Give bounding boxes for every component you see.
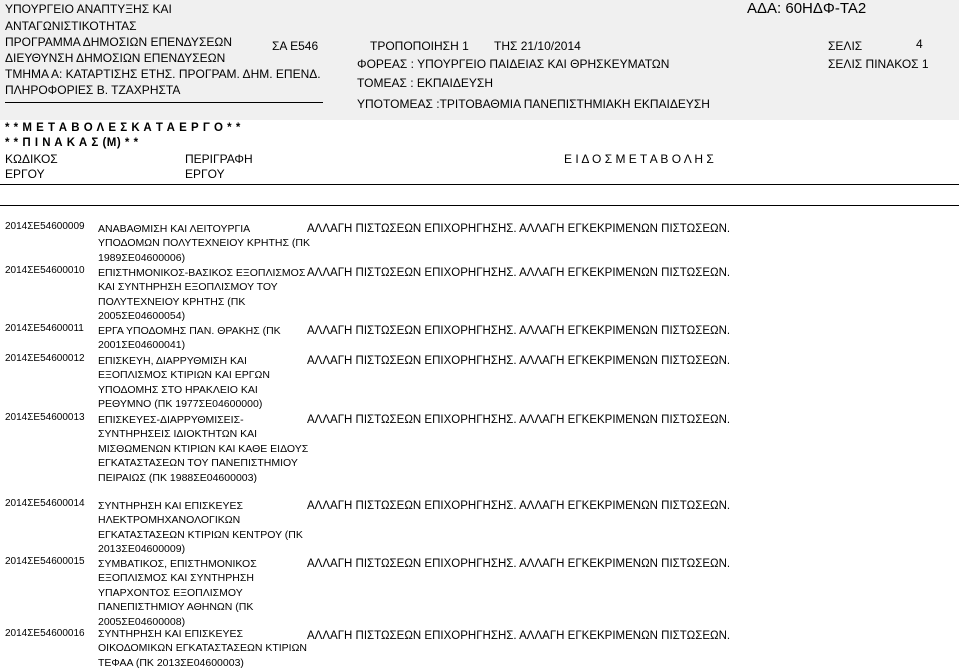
project-description: ΕΠΙΣΚΕΥΗ, ΔΙΑΡΡΥΘΜΙΣΗ ΚΑΙ ΕΞΟΠΛΙΣΜΟΣ ΚΤΙΡΙΩΝ ΚΑΙ ΕΡΓΩΝ ΥΠΟΔΟΜΗΣ ΣΤΟ ΗΡΑΚΛΕΙΟ ΚΑΙ ΡΕΘΥΜΝΟ (ΠΚ 1977ΣΕ04600000) [98,355,270,411]
table-title: * * Π Ι Ν Α Κ Α Σ (Μ) * * [5,137,139,149]
project-description: ΣΥΝΤΗΡΗΣΗ ΚΑΙ ΕΠΙΣΚΕΥΕΣ ΗΛΕΚΤΡΟΜΗΧΑΝΟΛΟΓΙΚΩΝ ΕΓΚΑΤΑΣΤΑΣΕΩΝ ΚΤΙΡΙΩΝ ΚΕΝΤΡΟΥ (ΠΚ 2013ΣΕ04600009) [98,500,303,556]
change-type: ΑΛΛΑΓΗ ΠΙΣΤΩΣΕΩΝ ΕΠΙΧΟΡΗΓΗΣΗΣ. ΑΛΛΑΓΗ ΕΓΚΕΚΡΙΜΕΝΩΝ ΠΙΣΤΩΣΕΩΝ. [307,500,731,512]
sa-code: ΣΑ Ε546 [272,39,319,53]
project-code: 2014ΣΕ54600012 [5,353,85,364]
directorate-line: ΔΙΕΥΘΥΝΣΗ ΔΗΜΟΣΙΩΝ ΕΠΕΝΔΥΣΕΩΝ [5,51,226,65]
column-header-rule-bottom [0,205,959,206]
change-type: ΑΛΛΑΓΗ ΠΙΣΤΩΣΕΩΝ ΕΠΙΧΟΡΗΓΗΣΗΣ. ΑΛΛΑΓΗ ΕΓΚΕΚΡΙΜΕΝΩΝ ΠΙΣΤΩΣΕΩΝ. [307,414,731,426]
ministry-line-2: ΑΝΤΑΓΩΝΙΣΤΙΚΟΤΗΤΑΣ [5,19,137,33]
page-label: ΣΕΛΙΣ [828,39,863,53]
project-description: ΕΠΙΣΤΗΜΟΝΙΚΟΣ-ΒΑΣΙΚΟΣ ΕΞΟΠΛΙΣΜΟΣ ΚΑΙ ΣΥΝΤΗΡΗΣΗ ΕΞΟΠΛΙΣΜΟΥ ΤΟΥ ΠΟΛΥΤΕΧΝΕΙΟΥ ΚΡΗΤΗΣ (ΠΚ 2005ΣΕ04600054) [98,267,306,323]
change-type: ΑΛΛΑΓΗ ΠΙΣΤΩΣΕΩΝ ΕΠΙΧΟΡΗΓΗΣΗΣ. ΑΛΛΑΓΗ ΕΓΚΕΚΡΙΜΕΝΩΝ ΠΙΣΤΩΣΕΩΝ. [307,325,731,337]
header-divider [5,102,323,103]
column-code-label: ΚΩΔΙΚΟΣ [5,152,58,166]
program-line: ΠΡΟΓΡΑΜΜΑ ΔΗΜΟΣΙΩΝ ΕΠΕΝΔΥΣΕΩΝ [5,35,232,49]
body-label: ΦΟΡΕΑΣ : ΥΠΟΥΡΓΕΙΟ ΠΑΙΔΕΙΑΣ ΚΑΙ ΘΡΗΣΚΕΥΜΑΤΩΝ [357,57,670,71]
project-code: 2014ΣΕ54600010 [5,265,85,276]
department-line: ΤΜΗΜΑ Α: ΚΑΤΑΡΤΙΣΗΣ ΕΤΗΣ. ΠΡΟΓΡΑΜ. ΔΗΜ. ΕΠΕΝΔ. [5,67,321,81]
column-code-label-2: ΕΡΓΟΥ [5,167,45,181]
change-type: ΑΛΛΑΓΗ ΠΙΣΤΩΣΕΩΝ ΕΠΙΧΟΡΗΓΗΣΗΣ. ΑΛΛΑΓΗ ΕΓΚΕΚΡΙΜΕΝΩΝ ΠΙΣΤΩΣΕΩΝ. [307,558,731,570]
change-type: ΑΛΛΑΓΗ ΠΙΣΤΩΣΕΩΝ ΕΠΙΧΟΡΗΓΗΣΗΣ. ΑΛΛΑΓΗ ΕΓΚΕΚΡΙΜΕΝΩΝ ΠΙΣΤΩΣΕΩΝ. [307,267,731,279]
amendment-number: ΤΡΟΠΟΠΟΙΗΣΗ 1 [370,39,469,53]
project-code: 2014ΣΕ54600016 [5,628,85,639]
project-description: ΣΥΝΤΗΡΗΣΗ ΚΑΙ ΕΠΙΣΚΕΥΕΣ ΟΙΚΟΔΟΜΙΚΩΝ ΕΓΚΑΤΑΣΤΑΣΕΩΝ ΚΤΙΡΙΩΝ ΤΕΦΑΑ (ΠΚ 2013ΣΕ04600003) [98,628,308,669]
change-type: ΑΛΛΑΓΗ ΠΙΣΤΩΣΕΩΝ ΕΠΙΧΟΡΗΓΗΣΗΣ. ΑΛΛΑΓΗ ΕΓΚΕΚΡΙΜΕΝΩΝ ΠΙΣΤΩΣΕΩΝ. [307,355,731,367]
project-code: 2014ΣΕ54600009 [5,221,85,232]
ministry-line-1: ΥΠΟΥΡΓΕΙΟ ΑΝΑΠΤΥΞΗΣ ΚΑΙ [5,2,172,16]
ada-code: ΑΔΑ: 60ΗΔΦ-ΤΑ2 [747,0,867,17]
project-code: 2014ΣΕ54600011 [5,323,84,334]
sector-label: ΤΟΜΕΑΣ : ΕΚΠΑΙΔΕΥΣΗ [357,76,493,90]
change-type: ΑΛΛΑΓΗ ΠΙΣΤΩΣΕΩΝ ΕΠΙΧΟΡΗΓΗΣΗΣ. ΑΛΛΑΓΗ ΕΓΚΕΚΡΙΜΕΝΩΝ ΠΙΣΤΩΣΕΩΝ. [307,223,731,235]
column-description-label: ΠΕΡΙΓΡΑΦΗ [185,152,253,166]
changes-title: * * Μ Ε Τ Α Β Ο Λ Ε Σ Κ Α Τ Α Ε Ρ Γ Ο * * [5,122,241,134]
column-change-type-label: Ε Ι Δ Ο Σ Μ Ε Τ Α Β Ο Λ Η Σ [564,152,714,166]
info-line: ΠΛΗΡΟΦΟΡΙΕΣ Β. ΤΖΑΧΡΗΣΤΑ [5,83,181,97]
project-code: 2014ΣΕ54600015 [5,556,85,567]
project-code: 2014ΣΕ54600014 [5,498,85,509]
amendment-date: ΤΗΣ 21/10/2014 [494,39,581,53]
column-header-rule-top [0,184,959,185]
page-number: 4 [916,37,923,51]
project-description: ΣΥΜΒΑΤΙΚΟΣ, ΕΠΙΣΤΗΜΟΝΙΚΟΣ ΕΞΟΠΛΙΣΜΟΣ ΚΑΙ ΣΥΝΤΗΡΗΣΗ ΥΠΑΡΧΟΝΤΟΣ ΕΞΟΠΛΙΣΜΟΥ ΠΑΝΕΠΙΣΤΗΜΙΟΥ ΑΘΗΝΩΝ (ΠΚ 2005ΣΕ04600008) [98,558,257,628]
project-description: ΑΝΑΒΑΘΜΙΣΗ ΚΑΙ ΛΕΙΤΟΥΡΓΙΑ ΥΠΟΔΟΜΩΝ ΠΟΛΥΤΕΧΝΕΙΟΥ ΚΡΗΤΗΣ (ΠΚ 1989ΣΕ04600006) [98,223,310,264]
column-description-label-2: ΕΡΓΟΥ [185,167,225,181]
subsector-label: ΥΠΟΤΟΜΕΑΣ :ΤΡΙΤΟΒΑΘΜΙΑ ΠΑΝΕΠΙΣΤΗΜΙΑΚΗ ΕΚΠΑΙΔΕΥΣΗ [357,97,710,111]
project-description: ΕΠΙΣΚΕΥΕΣ-ΔΙΑΡΡΥΘΜΙΣΕΙΣ-ΣΥΝΤΗΡΗΣΕΙΣ ΙΔΙΟΚΤΗΤΩΝ ΚΑΙ ΜΙΣΘΩΜΕΝΩΝ ΚΤΙΡΙΩΝ ΚΑΙ ΚΑΘΕ ΕΙΔΟΥΣ ΕΓΚΑΤΑΣΤΑΣΕΩΝ ΤΟΥ ΠΑΝΕΠΙΣΤΗΜΙΟΥ ΠΕΙΡΑΙΩΣ (ΠΚ 1988ΣΕ04600003) [98,414,309,484]
change-type: ΑΛΛΑΓΗ ΠΙΣΤΩΣΕΩΝ ΕΠΙΧΟΡΗΓΗΣΗΣ. ΑΛΛΑΓΗ ΕΓΚΕΚΡΙΜΕΝΩΝ ΠΙΣΤΩΣΕΩΝ. [307,630,731,642]
table-page-label: ΣΕΛΙΣ ΠΙΝΑΚΟΣ 1 [828,57,929,71]
project-code: 2014ΣΕ54600013 [5,412,85,423]
project-description: ΕΡΓΑ ΥΠΟΔΟΜΗΣ ΠΑΝ. ΘΡΑΚΗΣ (ΠΚ 2001ΣΕ04600041) [98,325,281,352]
